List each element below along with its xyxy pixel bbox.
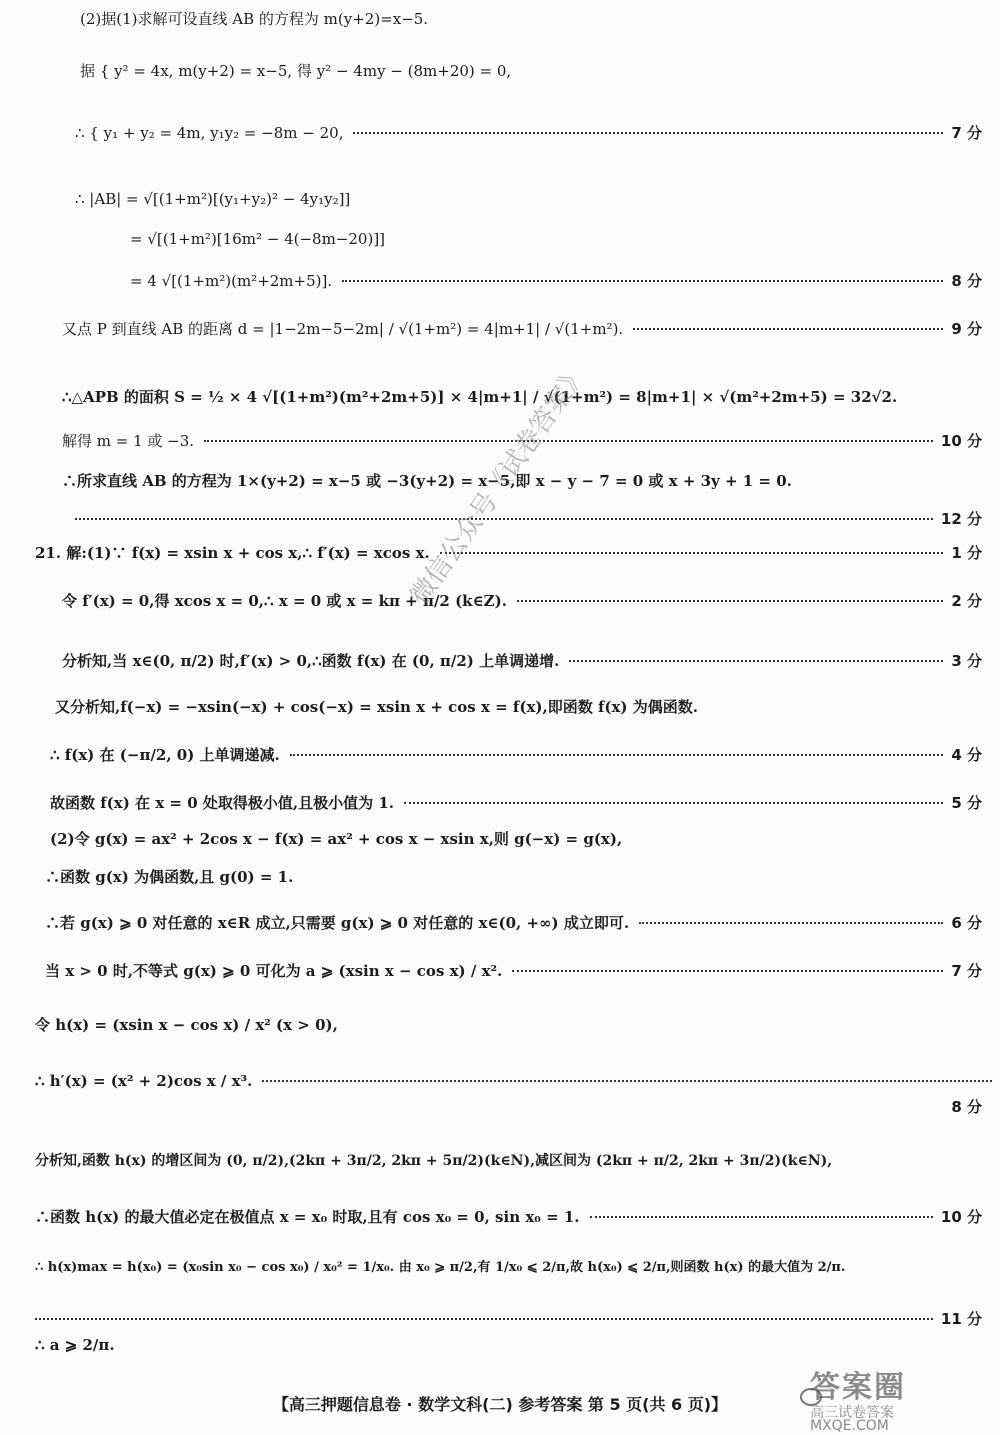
leader-dots (35, 1318, 933, 1320)
leader-dots (517, 600, 943, 602)
line-24 (0, 1150, 1000, 1170)
line-15 (0, 696, 1000, 717)
line-text: 当 x > 0 时,不等式 g(x) ⩾ 0 可化为 a ⩾ (xsin x − cos x) / x². (45, 962, 503, 980)
leader-dots (404, 802, 943, 804)
line-16 (0, 744, 1000, 765)
line-text: ∴ a ⩾ 2/π. (35, 1336, 115, 1354)
line-20 (0, 912, 1000, 933)
line-23 (0, 1072, 1000, 1090)
score-mark: 9 分 (951, 320, 982, 338)
line-text: 据 { y² = 4x, m(y+2) = x−5, 得 y² − 4my − (8m+20) = 0, (80, 62, 512, 80)
line-3 (0, 122, 1000, 143)
leader-dots (639, 922, 943, 924)
line-27 (0, 1308, 1000, 1329)
line-text: 分析知,函数 h(x) 的增区间为 (0, π/2),(2kπ + 3π/2, 2kπ + 5π/2)(k∈N),减区间为 (2kπ + π/2, 2kπ + 3π/2)(k∈N), (35, 1153, 833, 1169)
score-mark: 10 分 (940, 432, 982, 450)
leader-dots (569, 660, 943, 662)
leader-dots (353, 132, 943, 134)
logo-subtitle: 高三试卷答案 (810, 1405, 894, 1421)
line-13 (0, 590, 1000, 611)
score-mark: 7 分 (951, 962, 982, 980)
page-footer: 【高三押题信息卷 · 数学文科(二) 参考答案 第 5 页(共 6 页)】 (272, 1395, 728, 1414)
line-12 (0, 542, 1000, 563)
line-text: ∴ |AB| = √[(1+m²)[(y₁+y₂)² − 4y₁y₂]] (75, 190, 351, 208)
score-mark: 5 分 (951, 794, 982, 812)
leader-dots (440, 552, 944, 554)
score-mark: 3 分 (951, 652, 982, 670)
line-text: 令 f′(x) = 0,得 xcos x = 0,∴ x = 0 或 x = kπ + π/2 (k∈Z). (62, 592, 507, 610)
line-text: ∴若 g(x) ⩾ 0 对任意的 x∈R 成立,只需要 g(x) ⩾ 0 对任意的 x∈(0, +∞) 成立即可. (45, 914, 630, 932)
line-26 (0, 1256, 1000, 1275)
line-22 (0, 1014, 1000, 1035)
line-text: 令 h(x) = (xsin x − cos x) / x² (x > 0), (35, 1016, 338, 1034)
score-mark: 10 分 (940, 1208, 982, 1226)
line-text: ∴ h(x)max = h(x₀) = (x₀sin x₀ − cos x₀) / x₀² = 1/x₀. 由 x₀ ⩾ π/2,有 1/x₀ ⩽ 2/π,故 h(x₀) ⩽ 2/π,则函数 h(x) 的最大值为 2/π. (35, 1260, 846, 1275)
line-18 (0, 828, 1000, 849)
line-2 (0, 60, 1000, 81)
line-19 (0, 866, 1000, 887)
leader-dots (342, 280, 943, 282)
leader-dots (590, 1216, 933, 1218)
line-7 (0, 318, 1000, 339)
line-6 (0, 270, 1000, 291)
score-mark: 8 分 (951, 1098, 982, 1116)
watermark-text: 微信公众号《试卷答案》 (404, 359, 594, 611)
score-mark: 1 分 (951, 544, 982, 562)
line-1 (0, 8, 1000, 29)
line-28 (0, 1336, 1000, 1354)
line-text: 故函数 f(x) 在 x = 0 处取得极小值,且极小值为 1. (50, 794, 394, 812)
line-5 (0, 230, 1000, 248)
logo-title: 答案圈 (810, 1370, 906, 1405)
leader-dots (512, 970, 943, 972)
leader-dots (204, 440, 933, 442)
score-mark: 2 分 (951, 592, 982, 610)
line-25 (0, 1206, 1000, 1227)
line-text: (2)据(1)求解可设直线 AB 的方程为 m(y+2)=x−5. (80, 10, 429, 28)
line-14 (0, 650, 1000, 671)
line-text: = 4 √[(1+m²)(m²+2m+5)]. (130, 271, 333, 290)
line-text: ∴函数 h(x) 的最大值必定在极值点 x = x₀ 时取,且有 cos x₀ = 0, sin x₀ = 1. (35, 1208, 580, 1226)
line-4 (0, 190, 1000, 208)
line-text: 21. 解:(1)∵ f(x) = xsin x + cos x,∴ f′(x) = xcos x. (35, 544, 430, 562)
line-21 (0, 960, 1000, 981)
line-17 (0, 792, 1000, 813)
line-text: ∴△APB 的面积 S = ½ × 4 √[(1+m²)(m²+2m+5)] × 4|m+1| / √(1+m²) = 8|m+1| × √(m²+2m+5) = 32√2. (62, 388, 898, 406)
score-mark: 6 分 (951, 914, 982, 932)
line-text: 又分析知,f(−x) = −xsin(−x) + cos(−x) = xsin x + cos x = f(x),即函数 f(x) 为偶函数. (55, 698, 698, 716)
score-mark: 7 分 (951, 124, 982, 142)
score-mark: 8 分 (951, 272, 982, 290)
line-text: 又点 P 到直线 AB 的距离 d = |1−2m−5−2m| / √(1+m²) = 4|m+1| / √(1+m²). (62, 320, 624, 338)
line-8 (0, 386, 1000, 407)
leader-dots (262, 1080, 992, 1082)
score-mark: 4 分 (951, 746, 982, 764)
line-text: ∴ f(x) 在 (−π/2, 0) 上单调递减. (50, 746, 280, 764)
line-text: ∴ h′(x) = (x² + 2)cos x / x³. (35, 1072, 253, 1090)
score-mark: 12 分 (940, 510, 982, 528)
line-text: ∴函数 g(x) 为偶函数,且 g(0) = 1. (45, 868, 294, 886)
line-text: = √[(1+m²)[16m² − 4(−8m−20)]] (130, 230, 386, 248)
logo-site: MXQE.COM (810, 1418, 889, 1434)
line-text: (2)令 g(x) = ax² + 2cos x − f(x) = ax² + cos x − xsin x,则 g(−x) = g(x), (50, 830, 623, 848)
line-text: ∴所求直线 AB 的方程为 1×(y+2) = x−5 或 −3(y+2) = x−5,即 x − y − 7 = 0 或 x + 3y + 1 = 0. (62, 472, 792, 490)
line-text: 分析知,当 x∈(0, π/2) 时,f′(x) > 0,∴函数 f(x) 在 (0, π/2) 上单调递增. (62, 652, 560, 670)
leader-dots (290, 754, 944, 756)
leader-dots (75, 518, 933, 520)
line-23-score (0, 1096, 1000, 1117)
line-text: ∴ { y₁ + y₂ = 4m, y₁y₂ = −8m − 20, (75, 123, 344, 142)
leader-dots (633, 328, 943, 330)
score-mark: 11 分 (940, 1310, 982, 1328)
line-text: 解得 m = 1 或 −3. (62, 432, 195, 450)
